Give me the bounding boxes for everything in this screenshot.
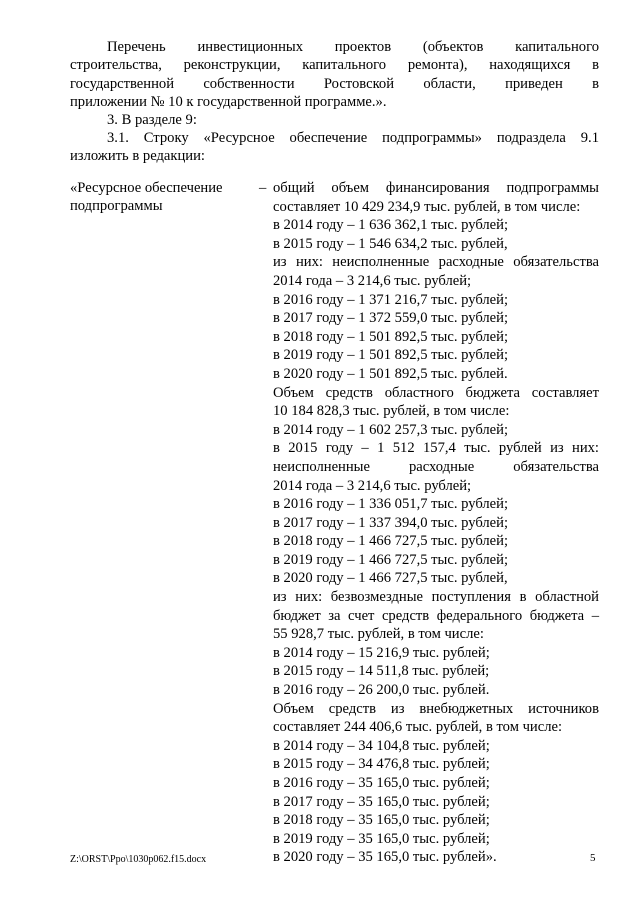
content-line: 55 928,7 тыс. рублей, в том числе:	[273, 626, 484, 643]
content-line: 2014 года – 3 214,6 тыс. рублей;	[273, 477, 472, 494]
content-line: в 2014 году – 1 636 362,1 тыс. рублей;	[273, 217, 509, 234]
content-line: Объем средств из внебюджетных источников	[273, 700, 599, 717]
intro-line: Перечень инвестиционных проектов (объектов капитального	[107, 39, 599, 55]
content-line: в 2015 году – 34 476,8 тыс. рублей;	[273, 756, 490, 773]
content-line: из них: неисполненные расходные обязательства	[273, 254, 599, 271]
content-line: составляет 10 429 234,9 тыс. рублей, в том числе:	[273, 198, 581, 215]
content-line: общий объем финансирования подпрограммы	[273, 180, 599, 196]
page-number: 5	[590, 852, 596, 864]
content-line: составляет 244 406,6 тыс. рублей, в том числе:	[273, 719, 563, 736]
content-line: в 2018 году – 35 165,0 тыс. рублей;	[273, 812, 490, 829]
intro-line: приложении № 10 к государственной программе.».	[70, 93, 387, 110]
content-line: в 2016 году – 26 200,0 тыс. рублей.	[273, 682, 490, 699]
content-line: неисполненные расходные обязательства	[273, 458, 599, 475]
content-line: в 2015 году – 1 512 157,4 тыс. рублей из них:	[273, 440, 599, 457]
content-line: в 2018 году – 1 466 727,5 тыс. рублей;	[273, 533, 509, 550]
content-line: в 2017 году – 1 337 394,0 тыс. рублей;	[273, 514, 509, 531]
content-line: в 2014 году – 15 216,9 тыс. рублей;	[273, 644, 490, 661]
content-line: 10 184 828,3 тыс. рублей, в том числе:	[273, 403, 510, 420]
row-content	[273, 179, 599, 867]
row-label	[70, 179, 250, 216]
content-line: из них: безвозмездные поступления в областной	[273, 589, 599, 606]
content-line: в 2019 году – 35 165,0 тыс. рублей;	[273, 830, 490, 847]
content-line: в 2019 году – 1 466 727,5 тыс. рублей;	[273, 551, 509, 568]
intro-line: государственной собственности Ростовской области, приведен в	[70, 75, 599, 92]
item-3-1-line: изложить в редакции:	[70, 148, 205, 165]
content-line: в 2015 году – 1 546 634,2 тыс. рублей,	[273, 235, 508, 252]
row-dash: –	[259, 180, 267, 196]
row-label-line: «Ресурсное обеспечение	[70, 180, 223, 196]
content-line: в 2014 году – 1 602 257,3 тыс. рублей;	[273, 421, 509, 438]
row-label-line: подпрограммы	[70, 198, 163, 215]
content-line: в 2019 году – 1 501 892,5 тыс. рублей;	[273, 347, 509, 364]
content-line: 2014 года – 3 214,6 тыс. рублей;	[273, 272, 472, 289]
item-3-1-line: 3.1. Строку «Ресурсное обеспечение подпрограммы» подраздела 9.1	[107, 130, 599, 146]
content-line: в 2014 году – 34 104,8 тыс. рублей;	[273, 737, 490, 754]
content-line: в 2016 году – 1 371 216,7 тыс. рублей;	[273, 291, 509, 308]
content-line: в 2017 году – 35 165,0 тыс. рублей;	[273, 793, 490, 810]
content-line: в 2016 году – 35 165,0 тыс. рублей;	[273, 775, 490, 791]
content-line: в 2018 году – 1 501 892,5 тыс. рублей;	[273, 328, 509, 345]
content-line: в 2020 году – 1 466 727,5 тыс. рублей,	[273, 570, 508, 587]
intro-line: строительства, реконструкции, капитального ремонта), находящихся в	[70, 57, 599, 74]
content-line: в 2020 году – 1 501 892,5 тыс. рублей.	[273, 365, 508, 382]
intro-paragraph	[70, 38, 599, 111]
content-line: в 2015 году – 14 511,8 тыс. рублей;	[273, 663, 490, 680]
section-item-3: 3. В разделе 9:	[107, 112, 197, 128]
content-line: в 2016 году – 1 336 051,7 тыс. рублей;	[273, 496, 509, 513]
content-line: Объем средств областного бюджета составляет	[273, 384, 599, 401]
section-item-3-1	[70, 129, 599, 166]
content-line: бюджет за счет средств федерального бюджета –	[273, 607, 599, 624]
footer-file-path: Z:\ORST\Ppo\1030p062.f15.docx	[70, 854, 207, 865]
content-line: в 2017 году – 1 372 559,0 тыс. рублей;	[273, 310, 509, 327]
content-line: в 2020 году – 35 165,0 тыс. рублей».	[273, 849, 497, 866]
